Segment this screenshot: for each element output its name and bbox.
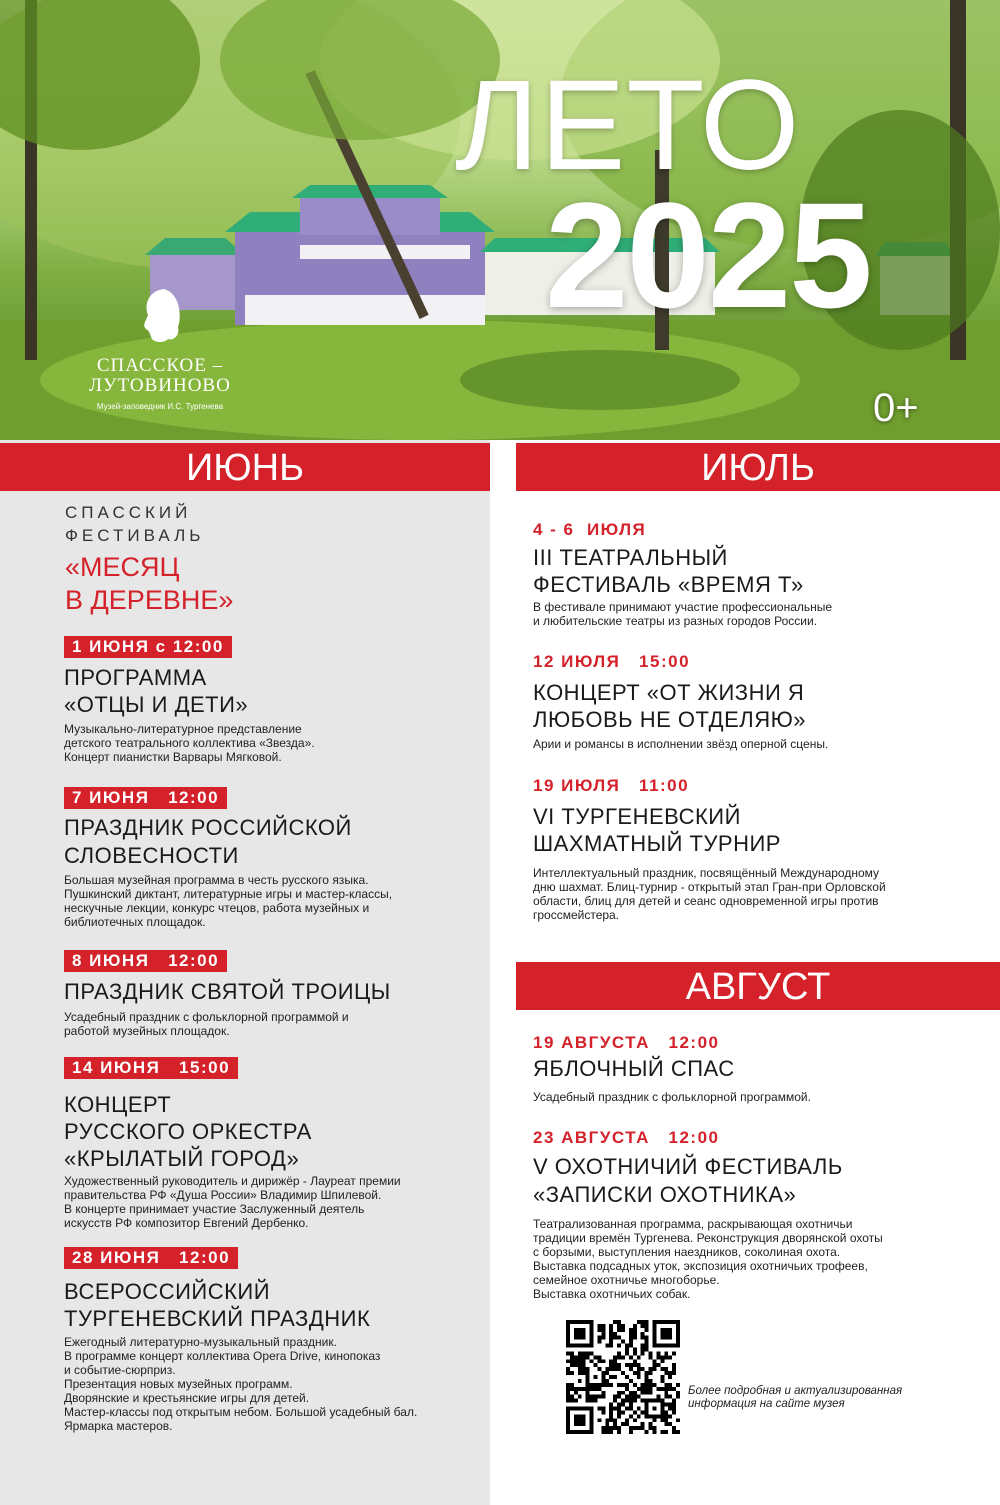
festival-label-line1: СПАССКИЙ: [65, 503, 192, 522]
event-title: «КРЫЛАТЫЙ ГОРОД»: [64, 1146, 300, 1171]
event-date: 1 ИЮНЯ с 12:00: [64, 636, 232, 658]
title-summer: ЛЕТО: [455, 54, 801, 197]
event-title: V ОХОТНИЧИЙ ФЕСТИВАЛЬ: [533, 1154, 843, 1179]
event-date: 7 ИЮНЯ 12:00: [64, 787, 227, 809]
event-date: 19 АВГУСТА 12:00: [533, 1033, 720, 1052]
turgenev-profile-icon: [134, 285, 186, 347]
event-description: Большая музейная программа в честь русского языка. Пушкинский диктант, литературные игры и мастер-классы, нескучные лекции, конкурс чтецов, работа музейных и библиотечных площадок.: [64, 873, 393, 929]
logo-line-2: ЛУТОВИНОВО: [89, 375, 231, 396]
event-date: 14 ИЮНЯ 15:00: [64, 1057, 238, 1079]
event-title: ВСЕРОССИЙСКИЙ: [64, 1279, 271, 1304]
event-description: Ежегодный литературно-музыкальный праздник. В программе концерт коллектива Opera Drive, кинопоказ и событие-сюрприз. Презентация новых музейных программ. Дворянские и крестьянские игры для детей. Мастер-классы под открытым небом. Большой усадебный бал. Ярмарка мастеров.: [64, 1335, 418, 1433]
event-title: III ТЕАТРАЛЬНЫЙ: [533, 545, 728, 570]
event-description: Усадебный праздник с фольклорной программой.: [533, 1090, 811, 1104]
logo-subtitle: Музей-заповедник И.С. Тургенева: [96, 402, 224, 411]
event-title: ПРОГРАММА: [64, 665, 207, 690]
hero-photo: [0, 0, 1000, 440]
event-title: «ЗАПИСКИ ОХОТНИКА»: [533, 1182, 797, 1207]
festival-label-line2: ФЕСТИВАЛЬ: [65, 526, 205, 545]
event-date: 19 ИЮЛЯ 11:00: [533, 776, 690, 795]
event-title: ПРАЗДНИК СВЯТОЙ ТРОИЦЫ: [64, 979, 391, 1004]
event-date: 12 ИЮЛЯ 15:00: [533, 652, 691, 671]
event-title: ПРАЗДНИК РОССИЙСКОЙ: [64, 815, 352, 840]
qr-note: Более подробная и актуализированная информация на сайте музея: [688, 1385, 903, 1410]
title-year: 2025: [545, 171, 871, 339]
event-description: Театрализованная программа, раскрывающая охотничьи традиции времён Тургенева. Реконструкция дворянской охоты с борзыми, выступления наездников, соколиная охота. Выставка подсадных уток, экспозиция охотничьих трофеев, семейное охотничье многоборье. Выставка охотничьих собак.: [533, 1217, 883, 1301]
event-title: ФЕСТИВАЛЬ «ВРЕМЯ Т»: [533, 572, 804, 597]
event-description: Арии и романсы в исполнении звёзд оперной сцены.: [533, 737, 829, 751]
logo-line-1: СПАССКОЕ –: [96, 355, 224, 376]
event-title: СЛОВЕСНОСТИ: [64, 843, 239, 868]
event-description: Музыкально-литературное представление детского театрального коллектива «Звезда». Концерт пианистки Варвары Мягковой.: [64, 722, 315, 764]
qr-code[interactable]: [566, 1320, 680, 1434]
event-description: Интеллектуальный праздник, посвящённый Международному дню шахмат. Блиц-турнир - открытый этап Гран-при Орловской области, блиц для детей и сеанс одновременной игры против гроссмейстера.: [533, 866, 886, 922]
event-date: 8 ИЮНЯ 12:00: [64, 950, 227, 972]
event-title: КОНЦЕРТ: [64, 1092, 172, 1117]
event-title: ЛЮБОВЬ НЕ ОТДЕЛЯЮ»: [533, 707, 807, 732]
month-header-july: ИЮЛЬ: [516, 443, 1000, 491]
event-description: В фестивале принимают участие профессиональные и любительские театры из разных городов России.: [533, 600, 833, 628]
event-title: РУССКОГО ОРКЕСТРА: [64, 1119, 312, 1144]
month-header-august: АВГУСТ: [516, 962, 1000, 1010]
event-date: 23 АВГУСТА 12:00: [533, 1128, 720, 1147]
festival-name-line2: В ДЕРЕВНЕ»: [65, 585, 234, 615]
age-rating-badge: 0+: [873, 386, 919, 430]
event-description: Художественный руководитель и дирижёр - Лауреат премии правительства РФ «Душа России» Владимир Шпилевой. В концерте принимает участие Заслуженный деятель искусств РФ композитор Евгений Дербенко.: [64, 1174, 401, 1230]
event-title: КОНЦЕРТ «ОТ ЖИЗНИ Я: [533, 680, 805, 705]
museum-logo: [80, 285, 240, 411]
month-header-june: ИЮНЬ: [0, 443, 490, 491]
event-date: 4 - 6 ИЮЛЯ: [533, 520, 647, 539]
event-description: Усадебный праздник с фольклорной программой и работой музейных площадок.: [64, 1010, 349, 1038]
event-title: ТУРГЕНЕВСКИЙ ПРАЗДНИК: [64, 1306, 371, 1331]
event-date: 28 ИЮНЯ 12:00: [64, 1247, 238, 1269]
festival-name-line1: «МЕСЯЦ: [65, 552, 180, 582]
event-title: VI ТУРГЕНЕВСКИЙ: [533, 804, 741, 829]
event-title: «ОТЦЫ И ДЕТИ»: [64, 692, 249, 717]
event-title: ШАХМАТНЫЙ ТУРНИР: [533, 831, 781, 856]
event-title: ЯБЛОЧНЫЙ СПАС: [533, 1056, 735, 1081]
